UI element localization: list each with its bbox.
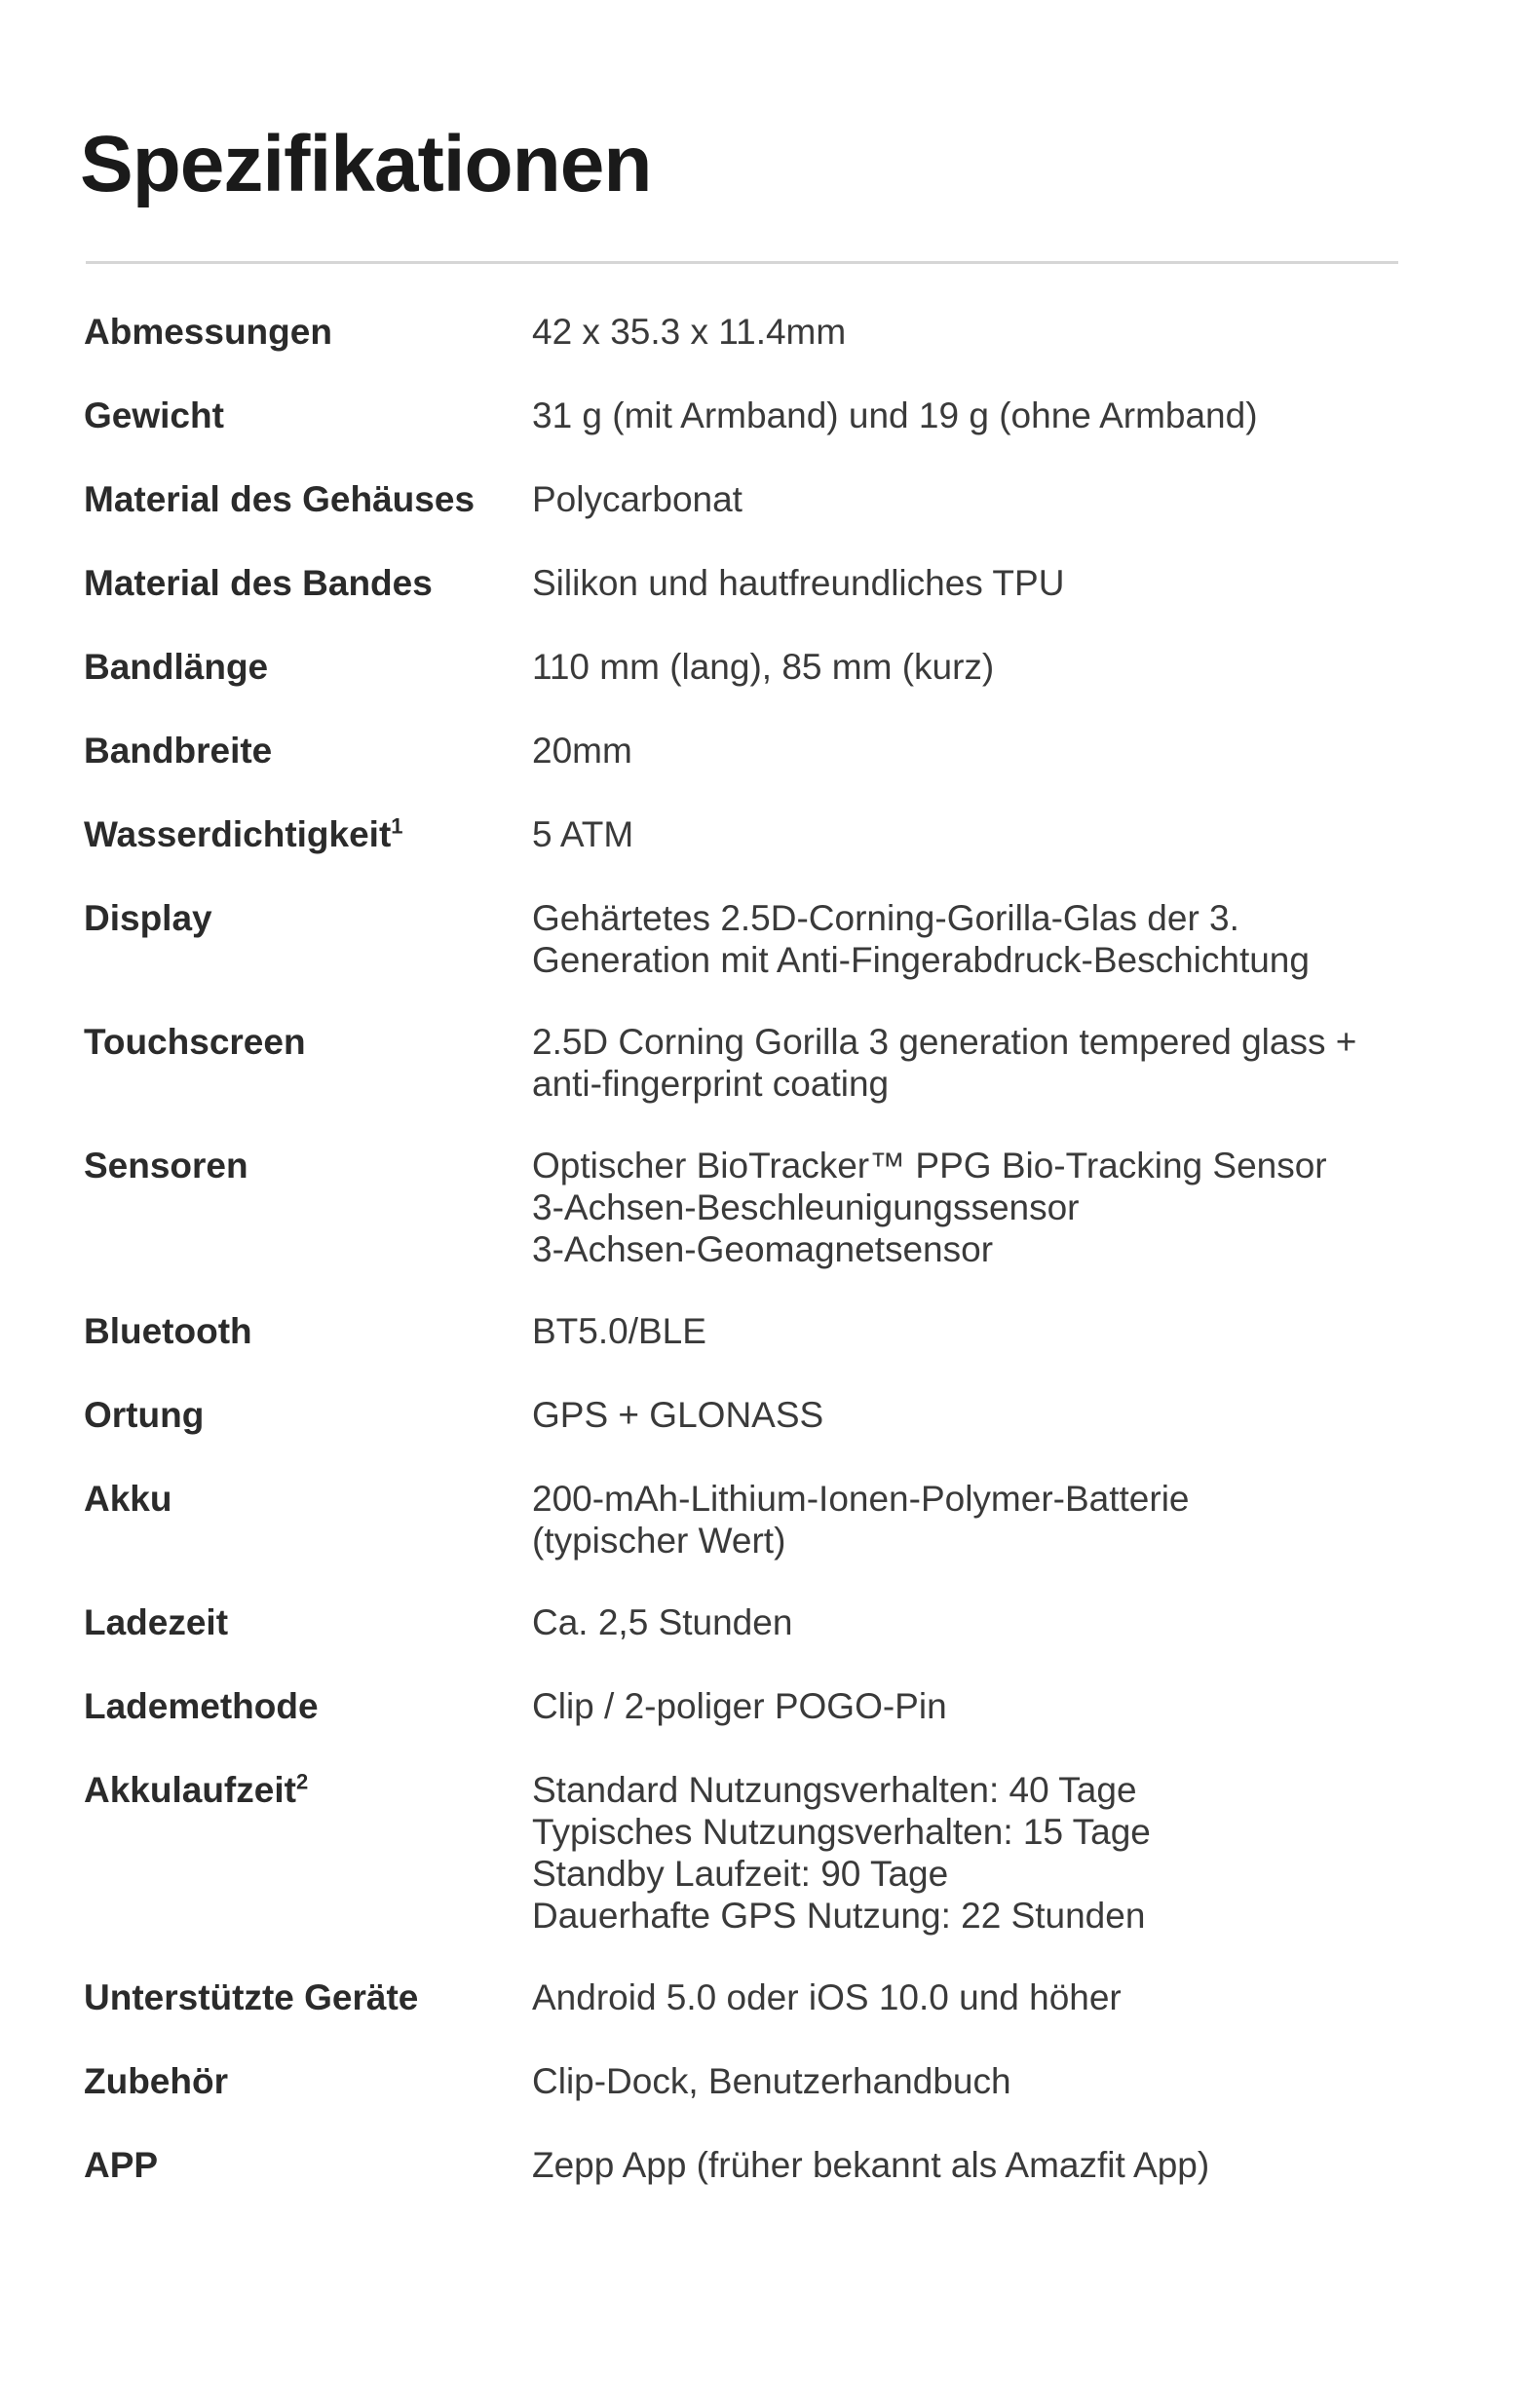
spec-value-line: 3-Achsen-Beschleunigungssensor <box>532 1187 1080 1227</box>
spec-value-line: Gehärtetes 2.5D-Corning-Gorilla-Glas der 3. <box>532 898 1239 938</box>
spec-value-line: Generation mit Anti-Fingerabdruck-Beschichtung <box>532 940 1310 980</box>
spec-value <box>532 896 1448 981</box>
spec-value <box>532 2143 1448 2186</box>
spec-value-line: 31 g (mit Armband) und 19 g (ohne Armband) <box>532 395 1258 435</box>
spec-value <box>532 394 1448 436</box>
spec-label <box>84 394 532 438</box>
spec-value-line: BT5.0/BLE <box>532 1311 706 1351</box>
spec-label-text: Abmessungen <box>84 312 332 352</box>
spec-value <box>532 1393 1448 1436</box>
spec-value <box>532 477 1448 520</box>
spec-value-line: Typisches Nutzungsverhalten: 15 Tage <box>532 1812 1151 1852</box>
spec-value-line: 42 x 35.3 x 11.4mm <box>532 312 847 352</box>
spec-row <box>84 1600 1448 1645</box>
spec-label <box>84 1020 532 1065</box>
spec-label-text: Unterstützte Geräte <box>84 1977 419 2017</box>
spec-value <box>532 1768 1448 1937</box>
spec-label <box>84 1975 532 2020</box>
spec-label <box>84 1768 532 1813</box>
spec-label-text: Wasserdichtigkeit <box>84 814 392 854</box>
spec-label <box>84 896 532 941</box>
spec-label-text: Akku <box>84 1479 172 1519</box>
spec-value <box>532 1477 1448 1561</box>
spec-row <box>84 1684 1448 1729</box>
spec-label <box>84 812 532 857</box>
spec-row <box>84 2143 1448 2188</box>
spec-value-line: Standard Nutzungsverhalten: 40 Tage <box>532 1770 1137 1810</box>
spec-label-text: Material des Gehäuses <box>84 479 476 519</box>
spec-label-text: Touchscreen <box>84 1022 306 1062</box>
spec-label-text: Bluetooth <box>84 1311 252 1351</box>
spec-row <box>84 896 1448 981</box>
spec-label-text: Sensoren <box>84 1146 248 1185</box>
spec-label <box>84 477 532 522</box>
spec-value <box>532 729 1448 771</box>
spec-label-text: Ortung <box>84 1395 205 1435</box>
spec-label <box>84 645 532 690</box>
spec-row <box>84 1768 1448 1937</box>
spec-value-line: 110 mm (lang), 85 mm (kurz) <box>532 647 995 687</box>
spec-label-text: Display <box>84 898 212 938</box>
spec-value <box>532 645 1448 688</box>
spec-label <box>84 1477 532 1522</box>
spec-label <box>84 2143 532 2188</box>
spec-value-line: GPS + GLONASS <box>532 1395 824 1435</box>
spec-row <box>84 394 1448 438</box>
spec-value-line: Zepp App (früher bekannt als Amazfit App) <box>532 2145 1210 2185</box>
spec-row <box>84 1393 1448 1438</box>
spec-label <box>84 1393 532 1438</box>
spec-label-text: Zubehör <box>84 2061 228 2101</box>
spec-value-line: 5 ATM <box>532 814 634 854</box>
spec-value-line: 3-Achsen-Geomagnetsensor <box>532 1229 994 1269</box>
spec-label-text: Akkulaufzeit <box>84 1770 296 1810</box>
spec-value-line: 200-mAh-Lithium-Ionen-Polymer-Batterie <box>532 1479 1190 1519</box>
spec-label-text: Bandlänge <box>84 647 269 687</box>
spec-label <box>84 310 532 355</box>
spec-label <box>84 561 532 606</box>
spec-value-line: (typischer Wert) <box>532 1521 786 1561</box>
spec-value <box>532 812 1448 855</box>
spec-row <box>84 1309 1448 1354</box>
spec-value-line: 2.5D Corning Gorilla 3 generation tempered glass + <box>532 1022 1357 1062</box>
spec-value-line: Dauerhafte GPS Nutzung: 22 Stunden <box>532 1896 1146 1936</box>
footnote-marker: 1 <box>391 813 403 839</box>
spec-row <box>84 1975 1448 2020</box>
spec-value <box>532 1020 1448 1105</box>
spec-label <box>84 2059 532 2104</box>
spec-label-text: APP <box>84 2145 159 2185</box>
spec-label <box>84 1600 532 1645</box>
spec-row <box>84 2059 1448 2104</box>
spec-row <box>84 1144 1448 1270</box>
spec-value-line: Ca. 2,5 Stunden <box>532 1602 793 1642</box>
spec-value-line: Polycarbonat <box>532 479 742 519</box>
spec-value-line: Clip / 2-poliger POGO-Pin <box>532 1686 947 1726</box>
spec-row <box>84 561 1448 606</box>
spec-label-text: Material des Bandes <box>84 563 433 603</box>
spec-label-text: Lademethode <box>84 1686 319 1726</box>
spec-value-line: Standby Laufzeit: 90 Tage <box>532 1854 949 1894</box>
spec-value <box>532 1309 1448 1352</box>
page-title: Spezifikationen <box>80 120 652 208</box>
title-divider <box>86 261 1398 264</box>
spec-value-line: Clip-Dock, Benutzerhandbuch <box>532 2061 1011 2101</box>
spec-table <box>84 310 1448 2227</box>
spec-value <box>532 310 1448 353</box>
spec-row <box>84 477 1448 522</box>
spec-label-text: Gewicht <box>84 395 224 435</box>
spec-value-line: Android 5.0 oder iOS 10.0 und höher <box>532 1977 1122 2017</box>
spec-value <box>532 1600 1448 1643</box>
spec-row <box>84 729 1448 773</box>
spec-label-text: Bandbreite <box>84 731 273 771</box>
spec-value <box>532 1144 1448 1270</box>
spec-label <box>84 729 532 773</box>
spec-value-line: anti-fingerprint coating <box>532 1064 890 1104</box>
spec-row <box>84 1477 1448 1561</box>
spec-value <box>532 561 1448 604</box>
spec-value <box>532 2059 1448 2102</box>
spec-value <box>532 1975 1448 2018</box>
spec-value <box>532 1684 1448 1727</box>
spec-label-text: Ladezeit <box>84 1602 229 1642</box>
spec-value-line: Silikon und hautfreundliches TPU <box>532 563 1065 603</box>
spec-label <box>84 1684 532 1729</box>
spec-value-line: Optischer BioTracker™ PPG Bio-Tracking Sensor <box>532 1146 1327 1185</box>
spec-label <box>84 1144 532 1188</box>
spec-row <box>84 310 1448 355</box>
spec-row <box>84 1020 1448 1105</box>
spec-row <box>84 645 1448 690</box>
footnote-marker: 2 <box>295 1769 309 1794</box>
spec-label <box>84 1309 532 1354</box>
spec-row <box>84 812 1448 857</box>
spec-value-line: 20mm <box>532 731 632 771</box>
